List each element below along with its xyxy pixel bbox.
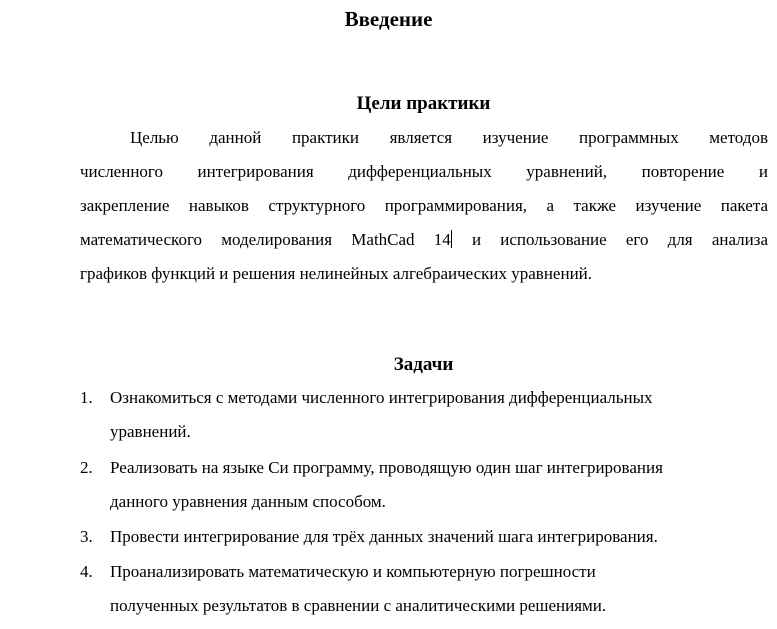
- goals-line-2: численного интегрирования дифференциальных уравнений, повторение и: [80, 162, 768, 181]
- tasks-heading: Задачи: [393, 354, 454, 375]
- goals-paragraph: [80, 121, 768, 291]
- task-line: Реализовать на языке Си программу, проводящую один шаг интегрирования: [110, 458, 663, 477]
- text-cursor: [451, 230, 452, 248]
- task-line: Проанализировать математическую и компьютерную погрешности: [110, 562, 596, 581]
- task-number: 2.: [80, 458, 93, 477]
- goals-line-4-end: и использование его для анализа: [471, 230, 768, 249]
- document-title: Введение: [344, 7, 433, 31]
- task-text: [110, 381, 770, 449]
- goals-line-1: Целью данной практики является изучение программных методов: [130, 128, 768, 147]
- goals-line-4: [80, 223, 768, 257]
- task-number: 3.: [80, 527, 93, 546]
- goals-line-3: закрепление навыков структурного программирования, а также изучение пакета: [80, 196, 768, 215]
- goals-line-4-start: математического моделирования MathCad 14: [80, 230, 451, 249]
- goals-line-5: графиков функций и решения нелинейных алгебраических уравнений.: [80, 264, 593, 283]
- task-line: Провести интегрирование для трёх данных значений шага интегрирования.: [110, 527, 658, 546]
- task-text: [110, 555, 770, 623]
- task-text: [110, 451, 770, 519]
- task-line: уравнений.: [110, 422, 191, 441]
- goals-heading: Цели практики: [356, 93, 491, 114]
- task-line: данного уравнения данным способом.: [110, 492, 386, 511]
- task-line: Ознакомиться с методами численного интегрирования дифференциальных: [110, 388, 653, 407]
- task-number: 1.: [80, 388, 93, 407]
- task-number: 4.: [80, 562, 93, 581]
- task-line: полученных результатов в сравнении с аналитическими решениями.: [110, 596, 607, 615]
- task-text: [110, 520, 770, 554]
